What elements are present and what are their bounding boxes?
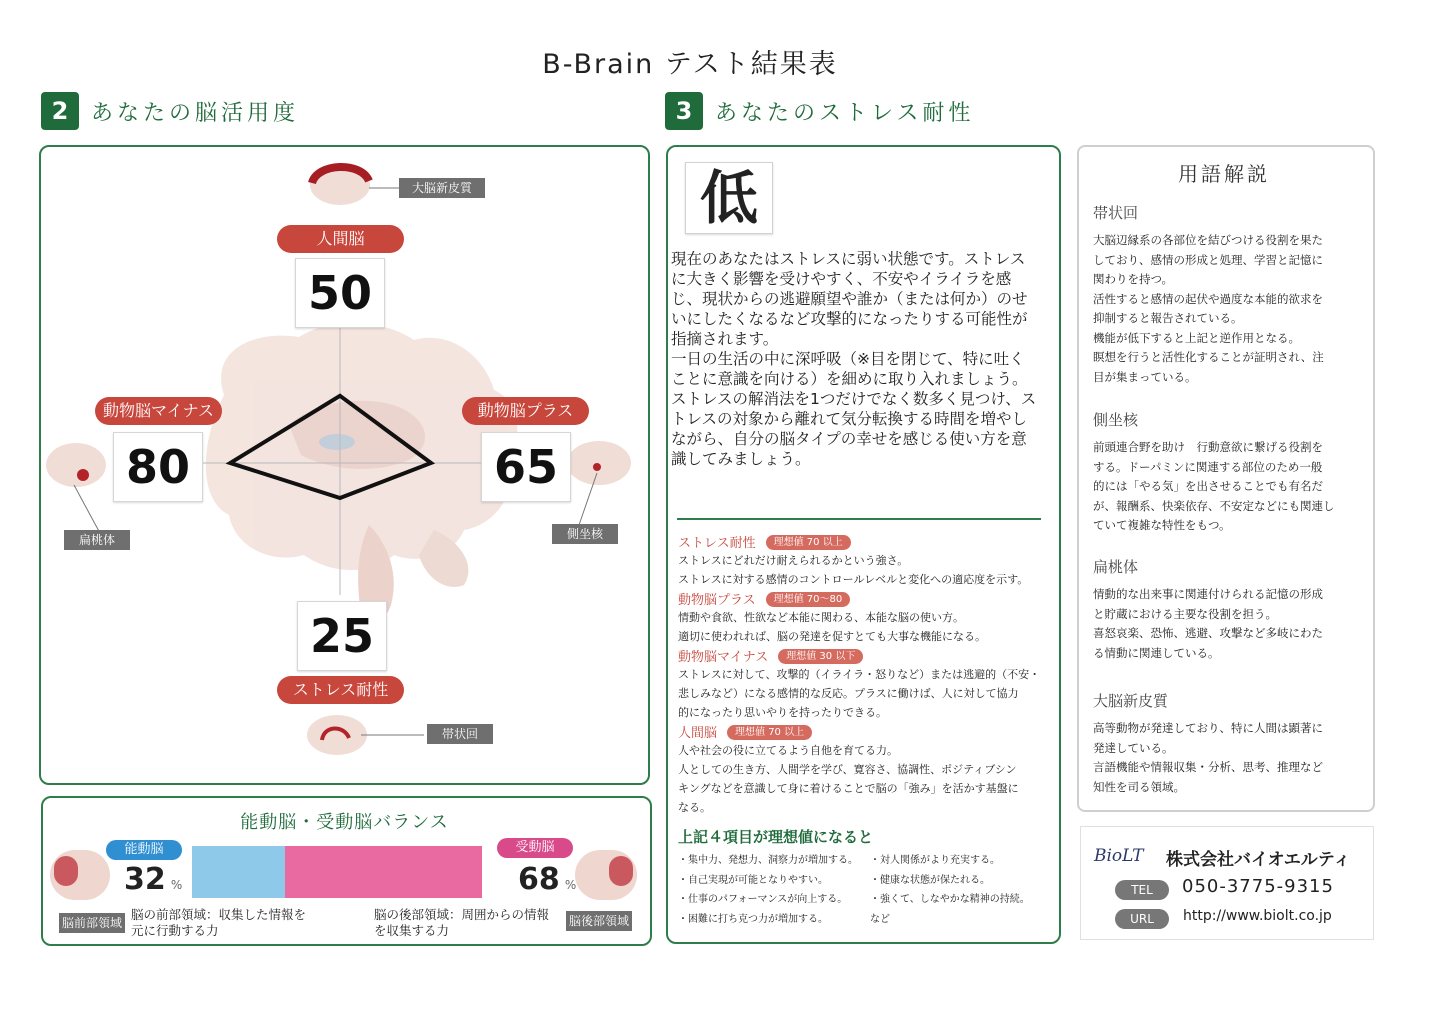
section-2-header [41,92,299,130]
section-3-label: あなたのストレス耐性 [715,100,975,126]
label-stress-tolerance: ストレス耐性 [277,676,404,704]
glossary-line: 的には「やる気」を出させることでも有名だ [1093,479,1323,493]
stress-divider [677,518,1041,520]
glossary-line: 機能が低下すると上記と逆作用となる。 [1093,330,1300,345]
ideal-badge: 理想値 70 以上 [766,535,851,550]
active-brain-desc [131,907,306,939]
company-logo: BioLT [1094,846,1144,866]
term-line: キングなどを意識して身に着けることで脳の「強み」を活かす基盤に [678,782,1019,795]
glossary-term: 側坐核 [1093,411,1139,429]
company-name: 株式会社バイオエルティ [1166,850,1351,870]
glossary-entry-neocortex [1093,690,1363,797]
glossary-line: 大脳辺縁系の各部位を結びつける役割を果た [1093,233,1323,247]
summary-title: 上記４項目が理想値になると [678,828,874,846]
benefit-item: ・健康な状態が保たれる。 [870,874,990,886]
tag-nucleus-accumbens: 側坐核 [552,524,618,544]
glossary-line: と貯蔵における主要な役割を担う。 [1093,606,1277,621]
tag-front-region: 脳前部領域 [59,913,125,933]
term-name: 動物脳マイナス [678,650,769,665]
glossary-title: 用語解説 [1178,162,1270,186]
balance-title: 能動脳・受動脳バランス [240,812,449,833]
term-human-brain [678,722,1048,817]
term-line: 人としての生き方、人間学を学び、寛容さ、協調性、ポジティブシン [678,763,1017,776]
benefits-left [678,851,868,929]
connector-left [74,485,101,535]
glossary-line: 喜怒哀楽、恐怖、逃避、攻撃など多岐にわた [1093,626,1323,640]
stress-paragraph-3: ストレスの解消法を1つだけでなく数多く見つけ、ストレスの対象から離れて気分転換する時間を増やしながら、自分の脳タイプの幸せを感じる使い方を意識してみましょう。 [671,390,1037,468]
stress-paragraph-1: 現在のあなたはストレスに弱い状態です。ストレスに大きく影響を受けやすく、不安やイライラを感じ、現状からの逃避願望や誰か（または何か）のせいにしたくなるなど攻撃的になったりする可能性が指摘されます。 [671,250,1028,348]
tel-number: 050-3775-9315 [1182,876,1334,897]
passive-brain-desc-line1: 脳の後部領域：周囲からの情報 [374,907,550,922]
glossary-line: 目が集まっている。 [1093,369,1197,384]
term-name: ストレス耐性 [678,536,756,551]
benefit-item: ・集中力、発想力、洞察力が増加する。 [678,855,858,866]
term-line: 情動や食欲、性欲など本能に関わる、本能な脳の使い方。 [678,611,964,624]
glossary-line: 知性を司る領域。 [1093,779,1185,794]
glossary-line: 活性すると感情の起伏や過度な本能的欲求を [1093,291,1323,306]
glossary-line: 関わりを持つ。 [1093,272,1174,286]
glossary-line: しており、感情の形成と処理、学習と記憶に [1093,252,1323,267]
benefit-item: ・困難に打ち克つ力が増加する。 [678,913,828,925]
term-line: 人や社会の役に立てるよう自他を育てる力。 [678,744,898,757]
section-2-number: 2 [41,92,79,130]
glossary-line: 発達している。 [1093,740,1174,755]
glossary-term: 大脳新皮質 [1093,692,1169,710]
glossary-line: 言語機能や情報収集・分析、思考、推理など [1093,760,1323,774]
stress-description [671,249,1039,469]
glossary-line: ていて複雑な特性をもつ。 [1093,518,1231,532]
active-brain-desc-line2: 元に行動する力 [131,923,219,938]
term-definitions [678,532,1048,817]
term-name: 人間脳 [678,726,718,741]
tag-cingulate: 帯状回 [427,724,493,744]
glossary-line: 情動的な出来事に関連付けられる記憶の形成 [1093,587,1323,601]
benefit-item: など [870,913,890,925]
term-line: ストレスに対する感情のコントロールレベルと変化への適応度を示す。 [678,573,1029,586]
section-3-number: 3 [665,92,703,130]
brain-illustration [206,323,518,623]
passive-brain-desc [374,907,549,939]
tel-label: TEL [1115,880,1169,900]
passive-brain-label: 受動脳 [497,838,573,858]
passive-brain-unit: % [564,878,577,892]
balance-bar [192,846,482,898]
value-animal-minus: 80 [113,432,203,502]
passive-brain-percent [518,862,576,897]
brain-thumbnail-left [46,443,106,487]
benefits-right [870,851,1050,929]
label-animal-plus: 動物脳プラス [462,397,589,425]
balance-bar-active [192,846,285,898]
term-line: なる。 [678,801,711,814]
label-animal-minus: 動物脳マイナス [95,397,222,425]
glossary-line: する。ドーパミンに関連する部位のため一般 [1093,459,1323,474]
passive-brain-desc-line2: を収集する力 [374,923,450,938]
passive-brain-value: 68 [518,862,560,897]
url-label: URL [1115,909,1169,929]
active-brain-label: 能動脳 [106,840,182,860]
term-animal-plus [678,589,1048,646]
ideal-badge: 理想値 70〜80 [766,592,851,607]
brain-thumbnail-top [310,165,370,205]
ideal-badge: 理想値 30 以下 [778,649,863,664]
benefit-item: ・自己実現が可能となりやすい。 [678,874,828,886]
section-3-header [665,92,974,130]
value-animal-plus: 65 [481,432,571,502]
glossary-line: 抑制すると報告されている。 [1093,311,1243,325]
url-link[interactable]: http://www.biolt.co.jp [1183,908,1332,924]
page-title: B-Brain テスト結果表 [542,49,838,80]
glossary-line: 前頭連合野を助け 行動意欲に繋げる役割を [1093,440,1323,454]
tag-back-region: 脳後部領域 [566,911,632,931]
tag-amygdala: 扁桃体 [64,530,130,550]
tag-neocortex: 大脳新皮質 [399,178,485,198]
glossary-line: る情動に関連している。 [1093,645,1220,660]
term-stress-tolerance [678,532,1048,589]
term-line: 的になったり思いやりを持ったりできる。 [678,706,887,719]
glossary-entry-nucleus-accumbens [1093,409,1363,536]
brain-back-icon [575,850,637,900]
term-line: ストレスに対して、攻撃的（イライラ・怒りなど）または逃避的（不安・ [678,668,1041,681]
term-line: 適切に使われれば、脳の発達を促すとても大事な機能になる。 [678,630,986,643]
label-human-brain: 人間脳 [277,225,404,253]
benefit-item: ・仕事のパフォーマンスが向上する。 [678,894,848,905]
active-brain-percent [124,862,182,897]
section-2-label: あなたの脳活用度 [91,100,300,126]
balance-bar-passive [285,846,482,898]
benefit-item: ・強くて、しなやかな精神の持続。 [870,894,1030,905]
brain-front-icon [50,850,110,900]
glossary-line: が、報酬系、快楽依存、不安定などにも関連し [1093,498,1335,513]
term-animal-minus [678,646,1048,722]
active-brain-desc-line1: 脳の前部領域：収集した情報を [131,907,307,922]
value-stress-tolerance: 25 [297,601,387,671]
term-name: 動物脳プラス [678,593,756,608]
ideal-badge: 理想値 70 以上 [727,725,812,740]
brain-thumbnail-right [567,441,631,485]
active-brain-unit: % [170,878,183,892]
glossary-line: 高等動物が発達しており、特に人間は顕著に [1093,721,1323,735]
glossary-term: 扁桃体 [1093,558,1139,576]
glossary-entry-cingulate [1093,202,1363,387]
term-line: ストレスにどれだけ耐えられるかという強さ。 [678,554,909,567]
stress-paragraph-2: 一日の生活の中に深呼吸（※目を閉じて、特に吐くことに意識を向ける）を細めに取り入れましょう。 [671,350,1028,388]
glossary-term: 帯状回 [1093,204,1139,222]
brain-thumbnail-bottom [307,715,367,755]
active-brain-value: 32 [124,862,166,897]
stress-level: 低 [685,162,773,234]
glossary-line: 瞑想を行うと活性化することが証明され、注 [1093,350,1324,364]
glossary-entry-amygdala [1093,556,1363,663]
benefit-item: ・対人関係がより充実する。 [870,855,1000,866]
value-human-brain: 50 [295,258,385,328]
term-line: 悲しみなど）になる感情的な反応。プラスに働けば、人に対して協力 [678,687,1019,700]
